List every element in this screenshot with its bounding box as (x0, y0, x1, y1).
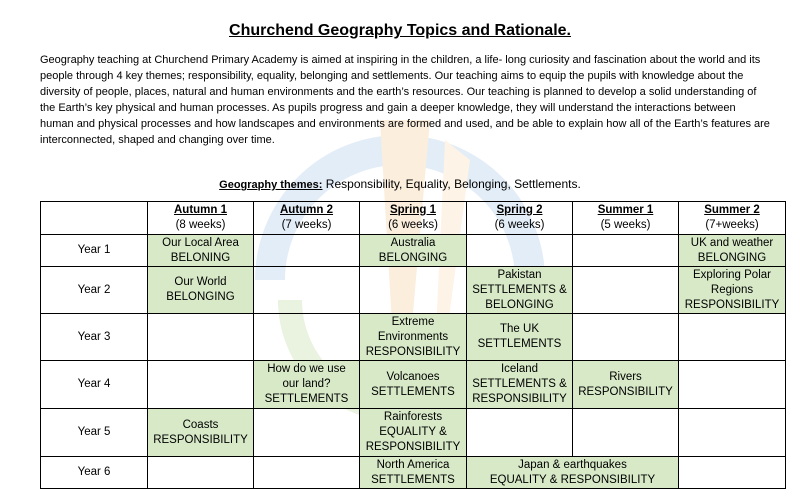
topic-cell: Our World BELONGING (148, 267, 254, 314)
topic-cell: Our Local Area BELONING (148, 235, 254, 267)
empty-cell (148, 361, 254, 409)
topics-table (40, 201, 786, 489)
header-summer1: Summer 1 (5 weeks) (573, 202, 679, 235)
header-autumn1: Autumn 1 (8 weeks) (148, 202, 254, 235)
topic-cell: UK and weather BELONGING (679, 235, 786, 267)
table-row (41, 409, 786, 457)
topic-cell: How do we use our land? SETTLEMENTS (254, 361, 360, 409)
table-row (41, 267, 786, 314)
topic-cell: Australia BELONGING (360, 235, 467, 267)
header-row (41, 202, 786, 235)
topic-cell: Coasts RESPONSIBILITY (148, 409, 254, 457)
empty-cell (679, 457, 786, 489)
table-row (41, 361, 786, 409)
themes-line (0, 177, 800, 191)
header-summer2: Summer 2 (7+weeks) (679, 202, 786, 235)
topic-cell: Rivers RESPONSIBILITY (573, 361, 679, 409)
page-title: Churchend Geography Topics and Rationale. (229, 22, 571, 39)
empty-cell (148, 314, 254, 361)
year-label: Year 2 (41, 267, 148, 314)
empty-cell (254, 267, 360, 314)
empty-cell (467, 235, 573, 267)
year-label: Year 5 (41, 409, 148, 457)
topic-cell: Pakistan SETTLEMENTS & BELONGING (467, 267, 573, 314)
table-row (41, 235, 786, 267)
year-label: Year 3 (41, 314, 148, 361)
topic-cell: Rainforests EQUALITY & RESPONSIBILITY (360, 409, 467, 457)
topic-cell: North America SETTLEMENTS (360, 457, 467, 489)
empty-cell (679, 361, 786, 409)
table-row (41, 314, 786, 361)
themes-label: Geography themes: (219, 179, 323, 191)
empty-cell (573, 235, 679, 267)
empty-cell (679, 314, 786, 361)
header-spring1: Spring 1 (6 weeks) (360, 202, 467, 235)
topic-cell: Extreme Environments RESPONSIBILITY (360, 314, 467, 361)
empty-cell (573, 409, 679, 457)
empty-cell (254, 457, 360, 489)
topic-cell: Japan & earthquakes EQUALITY & RESPONSIBILITY (467, 457, 679, 489)
empty-cell (148, 457, 254, 489)
empty-cell (254, 409, 360, 457)
year-label: Year 4 (41, 361, 148, 409)
topic-cell: Volcanoes SETTLEMENTS (360, 361, 467, 409)
empty-cell (467, 409, 573, 457)
corner-cell (41, 202, 148, 235)
empty-cell (573, 314, 679, 361)
header-autumn2: Autumn 2 (7 weeks) (254, 202, 360, 235)
empty-cell (254, 314, 360, 361)
intro-paragraph: Geography teaching at Churchend Primary Academy is aimed at inspiring in the children, a life- long curiosity and fascination about the world and its people through 4 key themes; responsibility, equality, belonging and settlements. Our teaching aims to equip the pupils with knowledge about the diversity of people, places, natural and human environments and the earth’s resources. Our teaching is planned to develop a solid understanding of the Earth’s key physical and human processes. As pupils progress and gain a deeper knowledge, they will understand the interactions between human and physical processes and how landscapes and environments are formed and used, and be able to explain how all of the Earth’s features are interconnected, shaped and changing over time. (40, 54, 770, 146)
empty-cell (254, 235, 360, 267)
themes-list: Responsibility, Equality, Belonging, Settlements. (322, 177, 581, 191)
empty-cell (360, 267, 467, 314)
header-spring2: Spring 2 (6 weeks) (467, 202, 573, 235)
year-label: Year 1 (41, 235, 148, 267)
table-row (41, 457, 786, 489)
empty-cell (679, 409, 786, 457)
empty-cell (573, 267, 679, 314)
topic-cell: The UK SETTLEMENTS (467, 314, 573, 361)
topic-cell: Exploring Polar Regions RESPONSIBILITY (679, 267, 786, 314)
year-label: Year 6 (41, 457, 148, 489)
topic-cell: Iceland SETTLEMENTS & RESPONSIBILITY (467, 361, 573, 409)
